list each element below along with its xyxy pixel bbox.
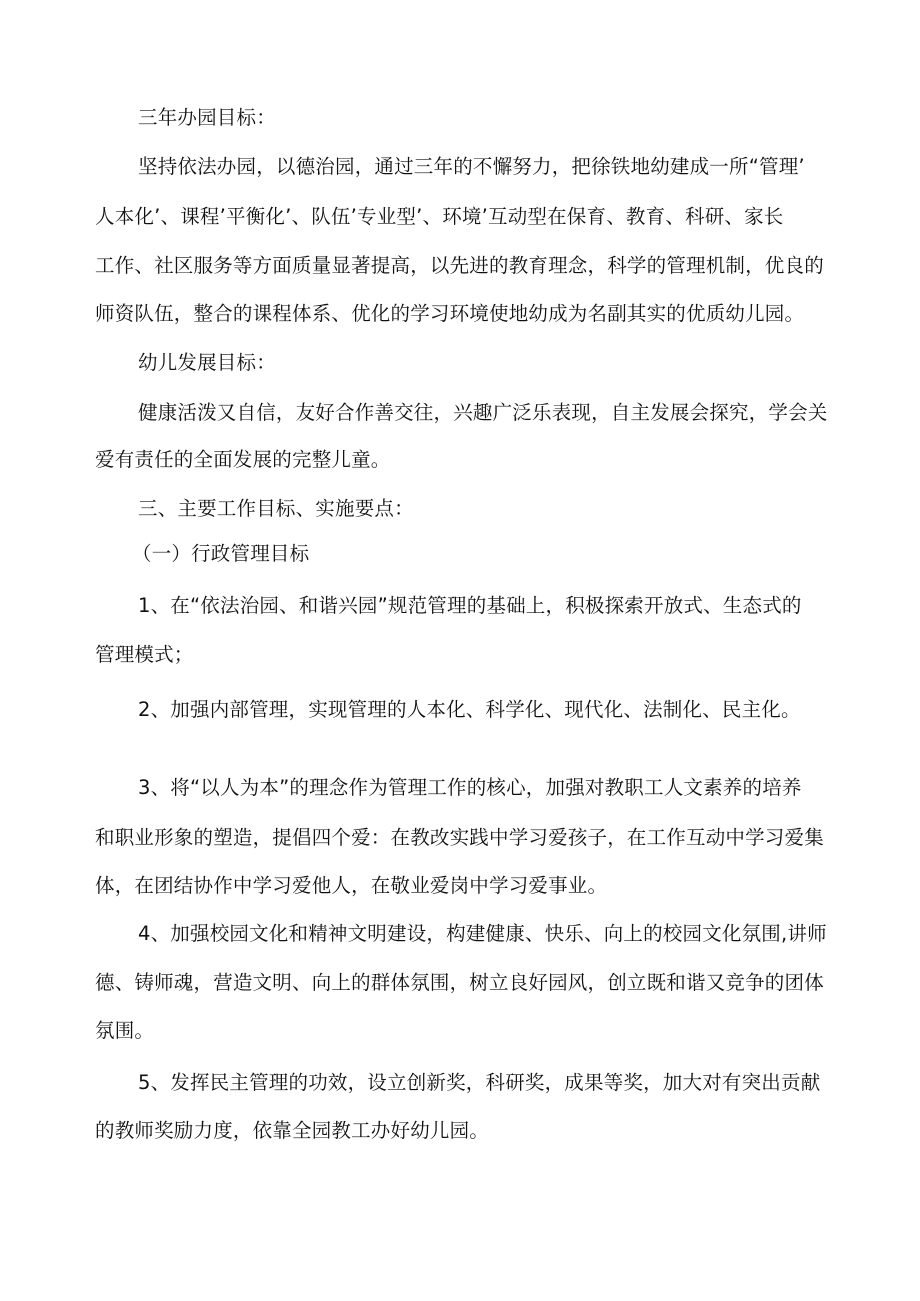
heading-school-goals: 三年办园目标：	[138, 106, 276, 129]
list-item-4-line: 氛围。	[95, 1019, 155, 1042]
child-paragraph-line: 健康活泼又自信，友好合作善交往，兴趣广泛乐表现，自主发展会探究，学会关	[138, 401, 828, 424]
list-item-3-line: 3、将“以人为本”的理念作为管理工作的核心，加强对教职工人文素养的培养	[138, 776, 802, 799]
child-paragraph-line: 爱有责任的全面发展的完整儿童。	[95, 448, 391, 471]
list-item-4-line: 德、铸师魂，营造文明、向上的群体氛围，树立良好园风，创立既和谐又竞争的团体	[95, 971, 824, 994]
goal-paragraph-line: 人本化’、课程’平衡化’、队伍’专业型’、环境’互动型在保育、教育、科研、家长	[95, 205, 784, 228]
list-item-1-line: 管理模式；	[95, 643, 194, 666]
goal-paragraph-line: 师资队伍，整合的课程体系、优化的学习环境使地幼成为名副其实的优质幼儿园。	[95, 302, 805, 325]
section-heading-three: 三、主要工作目标、实施要点：	[138, 497, 414, 520]
list-item-5-line: 5、发挥民主管理的功效，设立创新奖，科研奖，成果等奖，加大对有突出贡献	[138, 1071, 821, 1094]
list-item-3-line: 和职业形象的塑造，提倡四个爱：在教改实践中学习爱孩子，在工作互动中学习爱集	[95, 826, 824, 849]
list-item-2-line: 2、加强内部管理，实现管理的人本化、科学化、现代化、法制化、民主化。	[138, 698, 801, 721]
list-item-1-line: 1、在“依法治园、和谐兴园”规范管理的基础上，积极探索开放式、生态式的	[138, 594, 802, 617]
list-item-3-line: 体，在团结协作中学习爱他人，在敬业爱岗中学习爱事业。	[95, 874, 608, 897]
list-item-5-line: 的教师奖励力度，依靠全园教工办好幼儿园。	[95, 1119, 490, 1142]
heading-child-development: 幼儿发展目标：	[138, 351, 276, 374]
list-item-4-line: 4、加强校园文化和精神文明建设，构建健康、快乐、向上的校园文化氛围,讲师	[138, 922, 827, 945]
goal-paragraph-line: 工作、社区服务等方面质量显著提高，以先进的教育理念，科学的管理机制，优良的	[95, 254, 824, 277]
subsection-heading-admin: （一）行政管理目标	[132, 542, 310, 565]
goal-paragraph-line: 坚持依法办园，以德治园，通过三年的不懈努力，把徐铁地幼建成一所“管理’	[138, 155, 805, 178]
